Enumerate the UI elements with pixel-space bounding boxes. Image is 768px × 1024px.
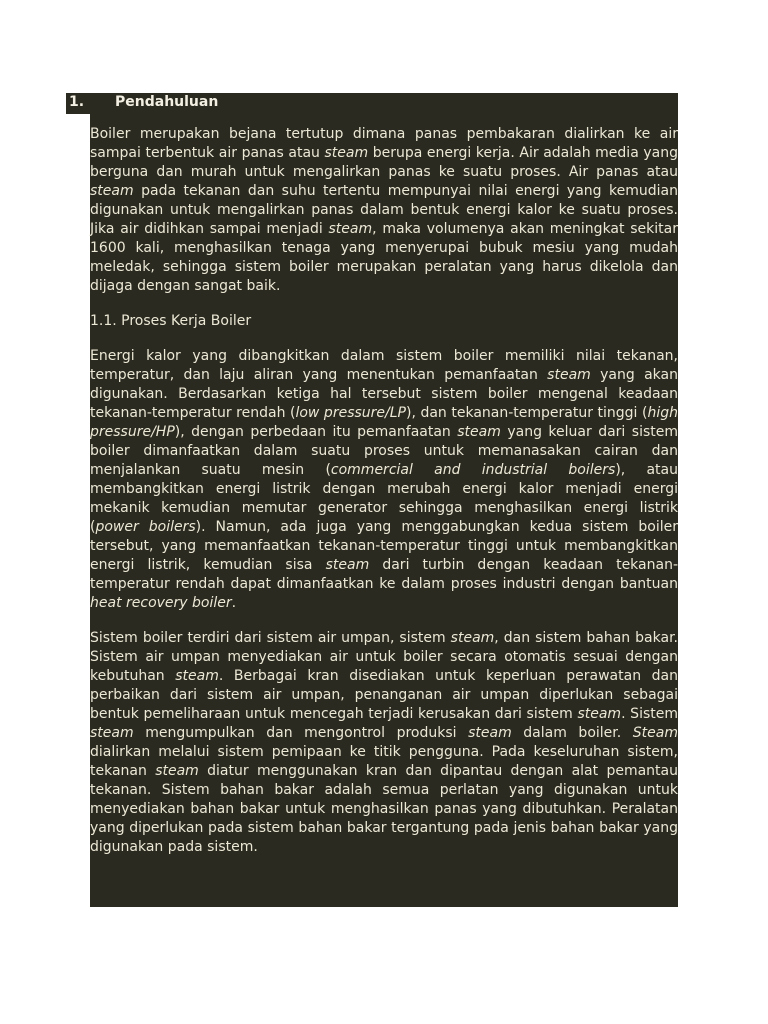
content-area: [90, 114, 678, 907]
section-heading: [66, 93, 678, 114]
paragraph-intro: Boiler merupakan bejana tertutup dimana panas pembakaran dialirkan ke air sampai terbentuk air panas atau steam berupa energi kerja. Air adalah media yang berguna dan murah untuk mengalirkan panas ke suatu proses. Air panas atau steam pada tekanan dan suhu tertentu mempunyai nilai energi yang kemudian digunakan untuk mengalirkan panas dalam bentuk energi kalor ke suatu proses. Jika air didihkan sampai menjadi steam, maka volumenya akan meningkat sekitar 1600 kali, menghasilkan tenaga yang menyerupai bubuk mesiu yang mudah meledak, sehingga sistem boiler merupakan peralatan yang harus dikelola dan dijaga dengan sangat baik.: [90, 126, 678, 294]
paragraph-sistem: Sistem boiler terdiri dari sistem air umpan, sistem steam, dan sistem bahan bakar. Sistem air umpan menyediakan air untuk boiler secara otomatis sesuai dengan kebutuhan steam. Berbagai kran disediakan untuk keperluan perawatan dan perbaikan dari sistem air umpan, penanganan air umpan diperlukan sebagai bentuk pemeliharaan untuk mencegah terjadi kerusakan dari sistem steam. Sistem steam mengumpulkan dan mengontrol produksi steam dalam boiler. Steam dialirkan melalui sistem pemipaan ke titik pengguna. Pada keseluruhan sistem, tekanan steam diatur menggunakan kran dan dipantau dengan alat pemantau tekanan. Sistem bahan bakar adalah semua perlatan yang digunakan untuk menyediakan bahan bakar untuk menghasilkan panas yang dibutuhkan. Peralatan yang diperlukan pada sistem bahan bakar tergantung pada jenis bahan bakar yang digunakan pada sistem.: [90, 630, 678, 855]
subsection-heading: 1.1. Proses Kerja Boiler: [90, 313, 252, 329]
paragraph-proses: Energi kalor yang dibangkitkan dalam sistem boiler memiliki nilai tekanan, temperatur, dan laju aliran yang menentukan pemanfaatan steam yang akan digunakan. Berdasarkan ketiga hal tersebut sistem boiler mengenal keadaan tekanan-temperatur rendah (low pressure/LP), dan tekanan-temperatur tinggi (high pressure/HP), dengan perbedaan itu pemanfaatan steam yang keluar dari sistem boiler dimanfaatkan dalam suatu proses untuk memanasakan cairan dan menjalankan suatu mesin (commercial and industrial boilers), atau membangkitkan energi listrik dengan merubah energi kalor menjadi energi mekanik kemudian memutar generator sehingga menghasilkan energi listrik (power boilers). Namun, ada juga yang menggabungkan kedua sistem boiler tersebut, yang memanfaatkan tekanan-temperatur tinggi untuk membangkitkan energi listrik, kemudian sisa steam dari turbin dengan keadaan tekanan-temperatur rendah dapat dimanfaatkan ke dalam proses industri dengan bantuan heat recovery boiler.: [90, 348, 679, 611]
section-title: Pendahuluan: [115, 94, 219, 110]
body-text: [90, 125, 678, 857]
section-number: 1.: [69, 94, 85, 110]
